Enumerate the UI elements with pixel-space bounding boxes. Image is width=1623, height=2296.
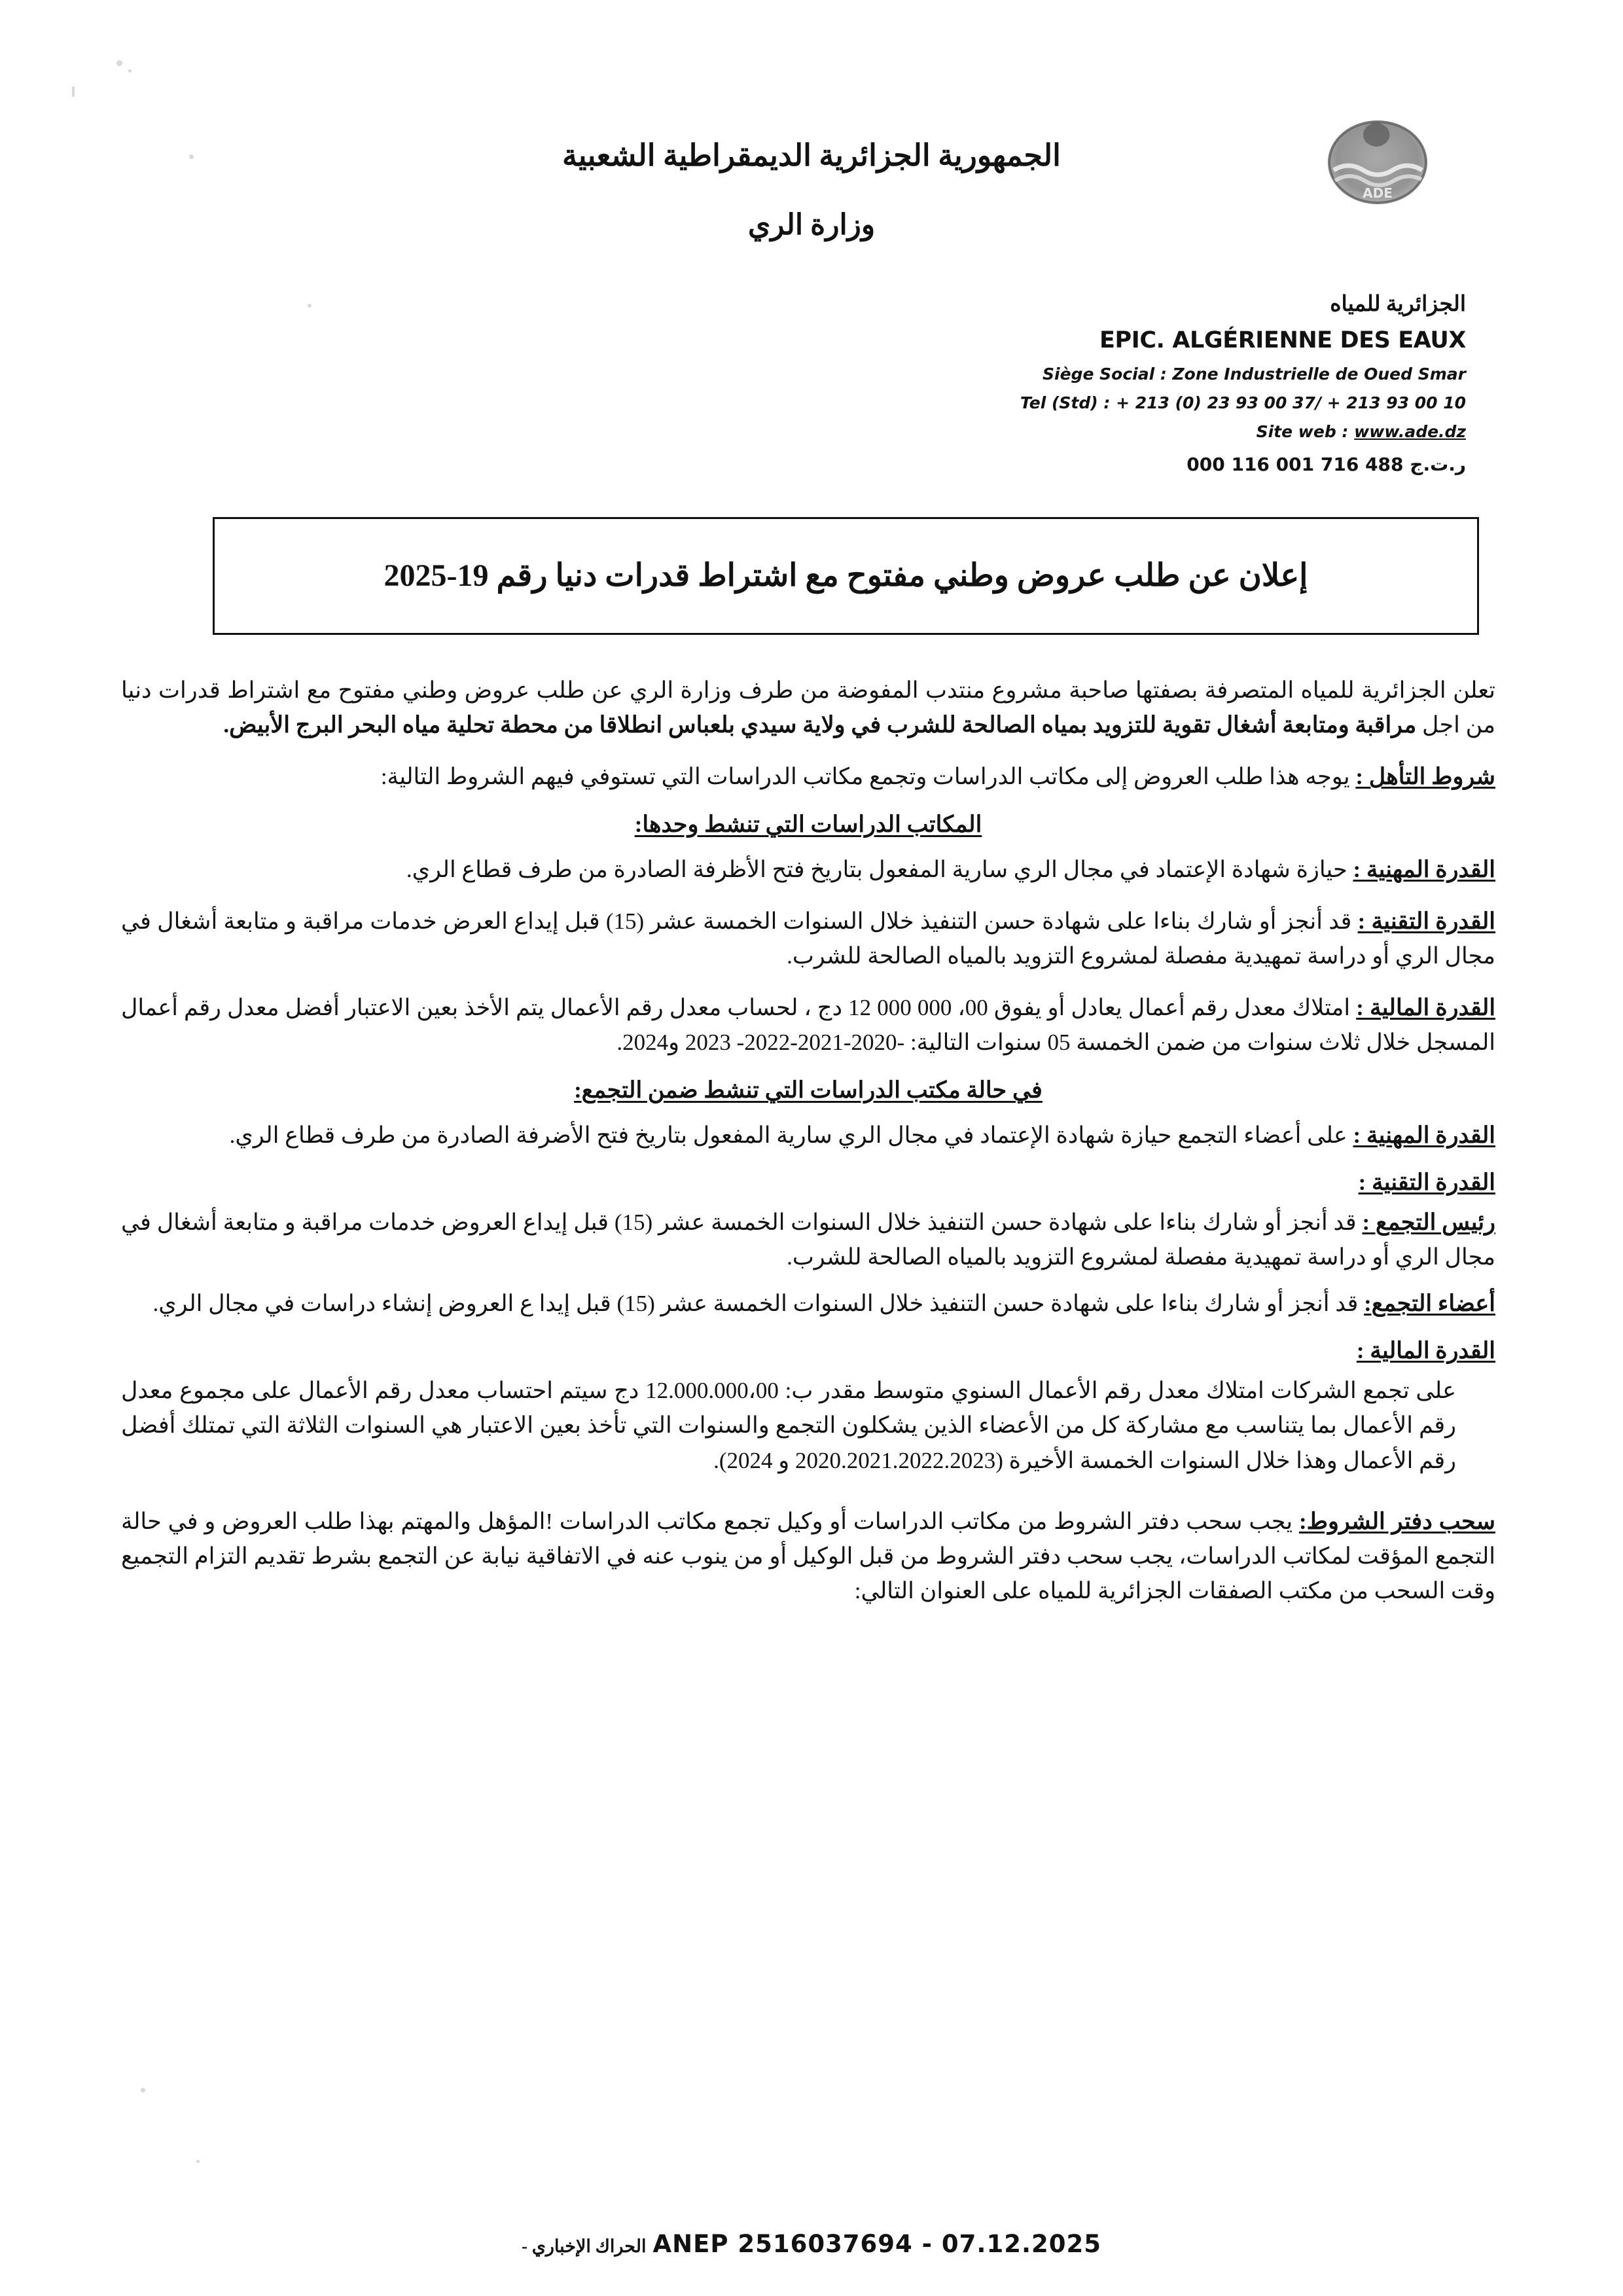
ministry-heading: وزارة الري: [747, 209, 876, 241]
announcement-title-box: [213, 517, 1479, 635]
letterhead-address: Siège Social : Zone Industrielle de Oued Smar: [1043, 365, 1466, 384]
scan-speck: [141, 2088, 145, 2092]
intro-paragraph: [121, 673, 1495, 742]
professional-capacity-label: القدرة المهنية :: [1353, 856, 1495, 882]
withdraw-specifications-text: يجب سحب دفتر الشروط من مكاتب الدراسات أو وكيل تجمع مكاتب الدراسات !المؤهل والمهتم بهذا طلب العروض و في حالة التجمع المؤقت لمكاتب الدراسات، يجب سحب دفتر الشروط من قبل الوكيل أو من ينوب عنه في الاتفاقية نيابة عن التجمع بشرط تقديم التزام التجميع وقت السحب من مكتب الصفقات الجزائرية للمياه على العنوان التالي:: [121, 1508, 1495, 1604]
qualification-text: يوجه هذا طلب العروض إلى مكاتب الدراسات وتجمع مكاتب الدراسات التي تستوفي فيهم الشروط التالية:: [380, 764, 1350, 790]
scan-speck: [72, 86, 75, 97]
grouping-professional-capacity-label: القدرة المهنية :: [1353, 1122, 1495, 1148]
financial-capacity-paragraph: [121, 990, 1495, 1060]
grouping-financial-capacity-heading: [121, 1338, 1495, 1364]
technical-capacity-paragraph: [121, 904, 1495, 973]
scan-speck: [128, 69, 132, 73]
grouping-financial-capacity-paragraph: [121, 1373, 1495, 1478]
grouping-technical-capacity-label: القدرة التقنية :: [1358, 1169, 1495, 1195]
scan-speck: [308, 304, 312, 308]
website-label: Site web :: [1256, 422, 1355, 442]
letterhead-arabic-name: الجزائرية للمياه: [1330, 293, 1466, 316]
withdraw-specifications-paragraph: [121, 1504, 1495, 1609]
section-heading-grouping: في حالة مكتب الدراسات التي تنشط ضمن التجمع:: [574, 1077, 1043, 1103]
qualification-label: شروط التأهل :: [1355, 764, 1495, 790]
document-body: [121, 673, 1495, 1625]
qualification-paragraph: [121, 759, 1495, 794]
website-link[interactable]: www.ade.dz: [1354, 422, 1466, 442]
professional-capacity-text: حيازة شهادة الإعتماد في مجال الري سارية المفعول بتاريخ فتح الأظرفة الصادرة من طرف قطاع الري.: [406, 856, 1347, 882]
announcement-title: إعلان عن طلب عروض وطني مفتوح مع اشتراط قدرات دنيا رقم 19-2025: [383, 558, 1308, 593]
republic-heading: الجمهورية الجزائرية الديمقراطية الشعبية: [562, 139, 1061, 172]
technical-capacity-label: القدرة التقنية :: [1357, 908, 1496, 934]
grouping-members-text: قد أنجز أو شارك بناءا على شهادة حسن التنفيذ خلال السنوات الخمسة عشر (15) قبل إيدا ع العروض إنشاء دراسات في مجال الري.: [152, 1291, 1359, 1317]
letterhead-block: [707, 288, 1466, 479]
grouping-financial-capacity-label: القدرة المالية :: [1356, 1338, 1495, 1364]
letterhead-registration-number: ر.ت.ج 488 716 001 116 000: [1186, 454, 1466, 476]
letterhead-website-row: [707, 420, 1466, 444]
grouping-professional-capacity-text: على أعضاء التجمع حيازة شهادة الإعتماد في مجال الري سارية المفعول بتاريخ فتح الأضرفة الصادرة من طرف قطاع الري.: [229, 1122, 1347, 1148]
professional-capacity-paragraph: [121, 852, 1495, 887]
svg-text:ADE: ADE: [1363, 185, 1393, 201]
letterhead-company-name: EPIC. ALGÉRIENNE DES EAUX: [1099, 327, 1466, 354]
footer-source: - الحراك الإخباري: [522, 2236, 647, 2256]
grouping-chief-paragraph: [121, 1205, 1495, 1274]
letterhead-telephone: Tel (Std) : + 213 (0) 23 93 00 37/ + 213 93 00 10: [1020, 393, 1466, 413]
scan-speck: [116, 60, 122, 66]
scan-speck: [196, 2160, 200, 2163]
grouping-professional-capacity-paragraph: [121, 1118, 1495, 1153]
financial-capacity-label: القدرة المالية :: [1356, 995, 1496, 1021]
section-heading-solo-offices: المكاتب الدراسات التي تنشط وحدها:: [634, 811, 982, 837]
grouping-financial-capacity-text: على تجمع الشركات امتلاك معدل رقم الأعمال السنوي متوسط مقدر ب: 12.000.000،00 دج سيتم احتساب معدل رقم الأعمال على مجموع معدل رقم الأعمال بما يتناسب مع مشاركة كل من الأعضاء الذين يشكلون التجمع والسنوات التي تأخذ بعين الاعتبار هي السنوات الثلاثة التي تمتلك أفضل رقم الأعمال وهذا خلال السنوات الخمسة الأخيرة (2020.2021.2022.2023 و 2024).: [121, 1378, 1456, 1473]
intro-subject: مراقبة ومتابعة أشغال تقوية للتزويد بمياه الصالحة للشرب في ولاية سيدي بلعباس انطلاقا من محطة تحلية مياه البحر البرج الأبيض.: [223, 712, 1417, 738]
intro-text: تعلن الجزائرية للمياه المتصرفة بصفتها صاحبة مشروع منتدب المفوضة من طرف وزارة الري عن طلب عروض وطني مفتوح مع اشتراط قدرات دنيا من اجل: [121, 677, 1495, 738]
grouping-members-paragraph: [121, 1286, 1495, 1321]
grouping-chief-text: قد أنجز أو شارك بناءا على شهادة حسن التنفيذ خلال السنوات الخمسة عشر (15) قبل إيداع العروض خدمات مراقبة و متابعة أشغال في مجال الري أو دراسة تمهيدية مفصلة لمشروع التزويد بالمياه الصالحة للشرب.: [121, 1209, 1495, 1270]
footer-anep-reference: ANEP 2516037694 - 07.12.2025: [652, 2230, 1101, 2258]
page-footer: [0, 2230, 1623, 2258]
technical-capacity-text: قد أنجز أو شارك بناءا على شهادة حسن التنفيذ خلال السنوات الخمسة عشر (15) قبل إيداع العرض خدمات مراقبة و متابعة أشغال في مجال الري أو دراسة تمهيدية مفصلة لمشروع التزويد بالمياه الصالحة للشرب.: [121, 908, 1495, 969]
financial-capacity-text: امتلاك معدل رقم أعمال يعادل أو يفوق 00، 000 000 12 دج ، لحساب معدل رقم الأعمال يتم الأخذ بعين الاعتبار أفضل معدل رقم أعمال المسجل خلال ثلاث سنوات من ضمن الخمسة 05 سنوات التالية: -2020-2021-2022- 2023 و2024.: [121, 995, 1495, 1056]
ade-logo-icon: [1315, 111, 1440, 216]
grouping-chief-label: رئيس التجمع :: [1362, 1209, 1496, 1235]
grouping-members-label: أعضاء التجمع:: [1364, 1291, 1495, 1317]
grouping-technical-capacity-heading: [121, 1170, 1495, 1196]
withdraw-specifications-label: سحب دفتر الشروط:: [1298, 1508, 1496, 1534]
